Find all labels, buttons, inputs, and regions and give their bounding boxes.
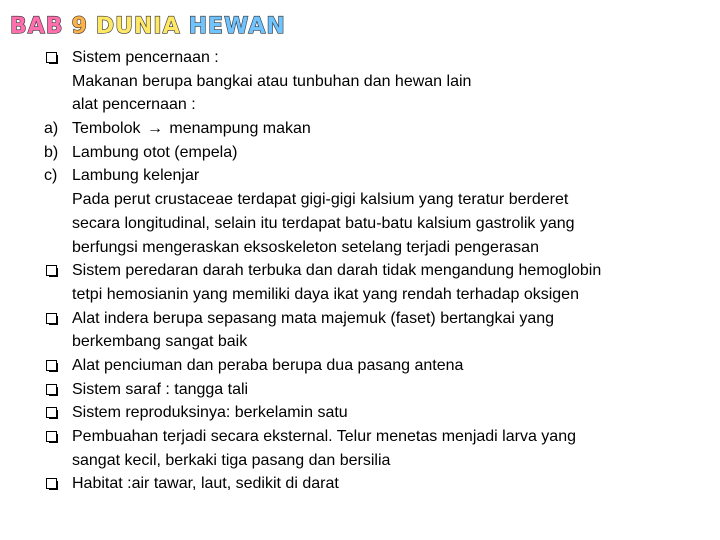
list-item-text-part: tetpi hemosianin yang memiliki daya ikat yang rendah terhadap oksigen xyxy=(72,285,579,303)
list-item xyxy=(0,93,720,117)
list-item-text xyxy=(72,141,237,165)
list-item xyxy=(0,401,720,425)
list-item-text xyxy=(72,236,539,260)
arrow-right-icon: → xyxy=(146,120,163,138)
list-item xyxy=(0,425,720,449)
list-item-text xyxy=(72,307,554,331)
list-item-text-part: menampung makan xyxy=(169,120,311,138)
list-item-text-part: Sistem reproduksinya: berkelamin satu xyxy=(72,404,348,422)
list-item-text xyxy=(72,330,247,354)
list-item xyxy=(0,46,720,70)
checkbox-bullet-icon xyxy=(46,384,57,395)
list-item-text-part: berfungsi mengeraskan eksoskeleton setelang terjadi pengerasan xyxy=(72,238,539,256)
title-word-dunia: DUNIA xyxy=(95,14,181,39)
list-item xyxy=(0,354,720,378)
checkbox-bullet-icon xyxy=(46,52,57,63)
list-item-text xyxy=(72,46,219,70)
list-item-text-part: Lambung otot (empela) xyxy=(72,143,238,161)
list-item-text-part: Alat penciuman dan peraba berupa dua pasang antena xyxy=(72,356,464,374)
list-item-text xyxy=(72,472,339,496)
list-item-text xyxy=(72,378,248,402)
list-item-text xyxy=(72,283,579,307)
list-item-text xyxy=(72,117,311,141)
list-item xyxy=(0,117,720,141)
list-item-text xyxy=(72,188,568,212)
list-item-text-part: alat pencernaan : xyxy=(72,96,196,114)
list-item xyxy=(0,164,720,188)
title-word-number: 9 xyxy=(71,14,88,39)
list-item-text xyxy=(72,70,471,94)
list-item-text-part: Sistem pencernaan : xyxy=(72,49,219,66)
list-item xyxy=(0,330,720,354)
checkbox-bullet-icon xyxy=(46,360,57,371)
checkbox-bullet-icon xyxy=(46,313,57,324)
list-item-text-part: sangat kecil, berkaki tiga pasang dan bersilia xyxy=(72,451,391,469)
list-marker: b) xyxy=(44,143,59,161)
title-word-bab: BAB xyxy=(10,14,64,39)
checkbox-bullet-icon xyxy=(46,431,57,442)
title-word-hewan: HEWAN xyxy=(188,14,286,39)
list-item-text-part: Tembolok xyxy=(72,120,141,138)
list-item-text xyxy=(72,449,390,473)
list-item-text-part: Habitat :air tawar, laut, sedikit di darat xyxy=(72,475,339,493)
list-item-text xyxy=(72,93,196,117)
list-item xyxy=(0,141,720,165)
list-item-text xyxy=(72,259,601,283)
list-item-text-part: Makanan berupa bangkai atau tunbuhan dan hewan lain xyxy=(72,72,472,90)
list-item-text xyxy=(72,354,463,378)
checkbox-bullet-icon xyxy=(46,265,57,276)
list-item-text-part: secara longitudinal, selain itu terdapat batu-batu kalsium gastrolik yang xyxy=(72,214,575,232)
list-item-text-part: Lambung kelenjar xyxy=(72,167,200,185)
list-item-text xyxy=(72,401,348,425)
list-item xyxy=(0,378,720,402)
list-item-text-part: berkembang sangat baik xyxy=(72,333,248,351)
list-item xyxy=(0,449,720,473)
checkbox-bullet-icon xyxy=(46,478,57,489)
list-marker: a) xyxy=(44,120,59,138)
page-title xyxy=(10,10,286,44)
list-item-text-part: Sistem peredaran darah terbuka dan darah tidak mengandung hemoglobin xyxy=(72,262,602,280)
list-item xyxy=(0,70,720,94)
list-item xyxy=(0,188,720,212)
list-item-text xyxy=(72,212,575,236)
content-list xyxy=(0,46,720,496)
list-item-text-part: Pada perut crustaceae terdapat gigi-gigi kalsium yang teratur berderet xyxy=(72,191,569,209)
list-marker: c) xyxy=(44,167,58,185)
list-item xyxy=(0,236,720,260)
list-item-text-part: Pembuahan terjadi secara eksternal. Telur menetas menjadi larva yang xyxy=(72,428,576,445)
checkbox-bullet-icon xyxy=(46,407,57,418)
list-item xyxy=(0,472,720,496)
list-item-text-part: Alat indera berupa sepasang mata majemuk (faset) bertangkai yang xyxy=(72,309,555,327)
list-item xyxy=(0,307,720,331)
list-item xyxy=(0,212,720,236)
list-item xyxy=(0,283,720,307)
list-item-text xyxy=(72,164,199,188)
list-item xyxy=(0,259,720,283)
list-item-text-part: Sistem saraf : tangga tali xyxy=(72,380,249,398)
list-item-text xyxy=(72,425,576,449)
